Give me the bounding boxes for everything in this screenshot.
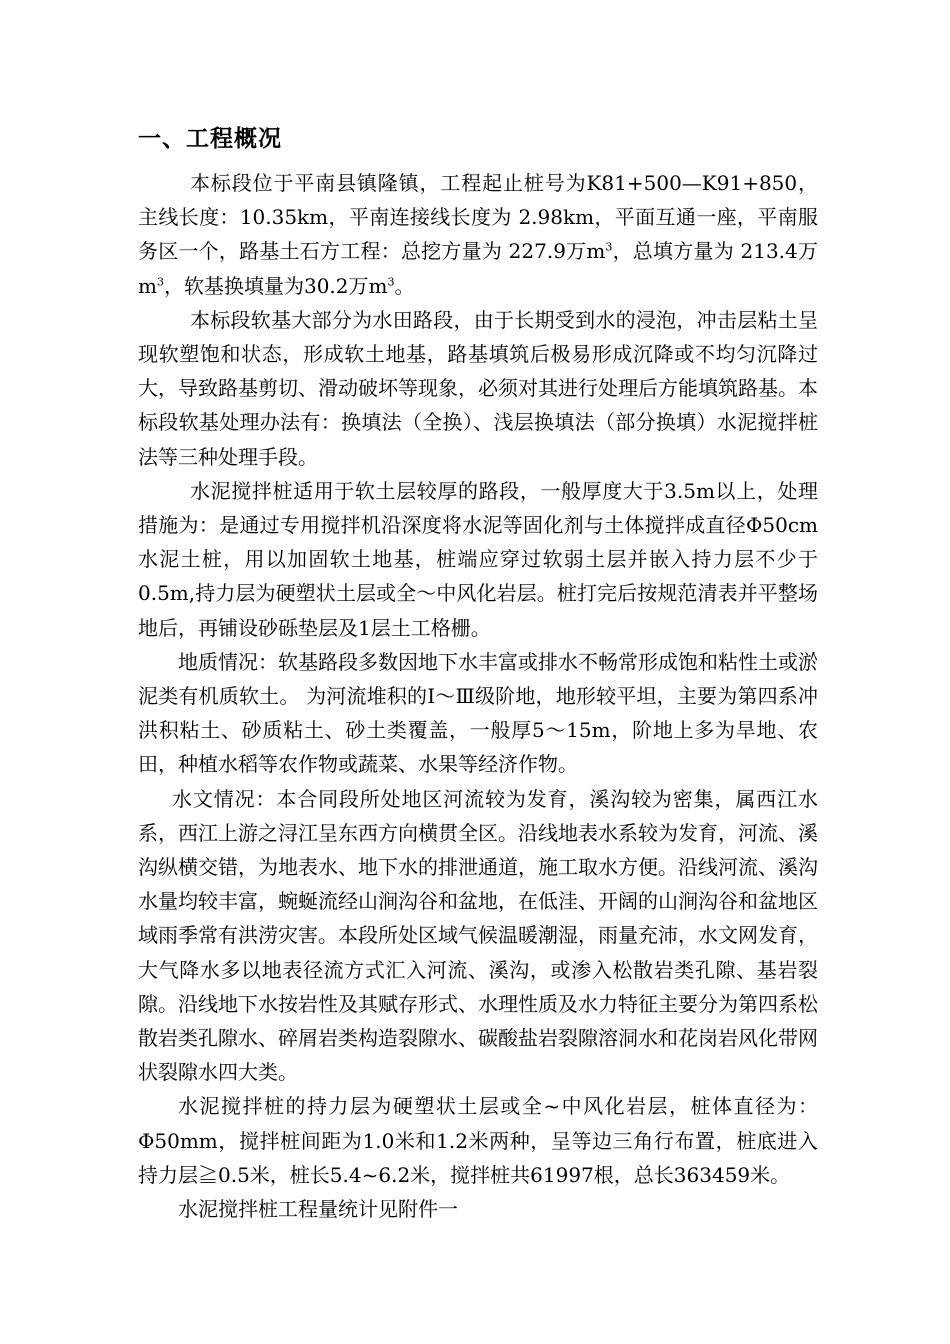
paragraph-soft-foundation: 本标段软基大部分为水田路段，由于长期受到水的浸泡，冲击层粘土呈现软塑饱和状态，形成软土地基，路基填筑后极易形成沉降或不均匀沉降过大，导致路基剪切、滑动破坏等现象，必须对其进行处理后方能填筑路基。本标段软基处理办法有：换填法（全换）、浅层换填法（部分换填）水泥搅拌桩法等三种处理手段。 (138, 307, 818, 469)
paragraph-project-scope (138, 166, 818, 303)
cubic-superscript: 3 (156, 274, 164, 288)
paragraph-mixing-pile-method: 水泥搅拌桩适用于软土层较厚的路段，一般厚度大于3.5m以上，处理措施为：是通过专用搅拌机沿深度将水泥等固化剂与土体搅拌成直径Φ50cm水泥土桩，用以加固软土地基，桩端应穿过软弱土层并嵌入持力层不少于0.5m,持力层为硬塑状土层或全～中风化岩层。桩打完后按规范清表并平整场地后，再铺设砂砾垫层及1层土工格栅。 (138, 478, 818, 640)
cubic-superscript: 3 (605, 240, 613, 254)
paragraph-pile-specs: 水泥搅拌桩的持力层为硬塑状土层或全~中风化岩层，桩体直径为：Φ50mm，搅拌桩间距为1.0米和1.2米两种，呈等边三角行布置，桩底进入持力层≧0.5米，桩长5.4~6.2米，搅拌桩共61997根，总长363459米。 (138, 1094, 818, 1187)
paragraph-hydrology: 水文情况：本合同段所处地区河流较为发育，溪沟较为密集，属西江水系，西江上游之浔江呈东西方向横贯全区。沿线地表水系较为发育，河流、溪沟纵横交错，为地表水、地下水的排泄通道，施工取水方便。沿线河流、溪沟水量均较丰富，蜿蜒流经山涧沟谷和盆地，在低洼、开阔的山涧沟谷和盆地区域雨季常有洪涝灾害。本段所处区域气候温暖潮湿，雨量充沛，水文网发育，大气降水多以地表径流方式汇入河流、溪沟，或渗入松散岩类孔隙、基岩裂隙。沿线地下水按岩性及其赋存形式、水理性质及水力特征主要分为第四系松散岩类孔隙水、碎屑岩类构造裂隙水、碳酸盐岩裂隙溶洞水和花岗岩风化带网状裂隙水四大类。 (138, 786, 818, 1085)
scope-text-4: 。 (394, 273, 415, 298)
document-body (138, 166, 818, 1226)
paragraph-geology: 地质情况：软基路段多数因地下水丰富或排水不畅常形成饱和粘性土或淤泥类有机质软土。 为河流堆积的Ⅰ～Ⅲ级阶地，地形较平坦，主要为第四系冲洪积粘土、砂质粘土、砂土类覆盖，一般厚5～15m，阶地上多为旱地、农田，种植水稻等农作物或蔬菜、水果等经济作物。 (138, 649, 818, 777)
paragraph-attachment-note: 水泥搅拌桩工程量统计见附件一 (178, 1197, 458, 1222)
scope-text-3: ，软基换填量为30.2万m (163, 273, 388, 298)
scope-text-2: ，总填方量为 213.4万m (138, 239, 818, 298)
cubic-superscript: 3 (387, 274, 395, 288)
scope-text-1: 本标段位于平南县镇隆镇，工程起止桩号为K81+500—K91+850，主线长度：10.35km，平南连接线长度为 2.98km，平面互通一座，平南服务区一个，路基土石方工程：总挖方量为 227.9万m (138, 171, 818, 264)
section-heading: 一、工程概况 (138, 126, 282, 152)
